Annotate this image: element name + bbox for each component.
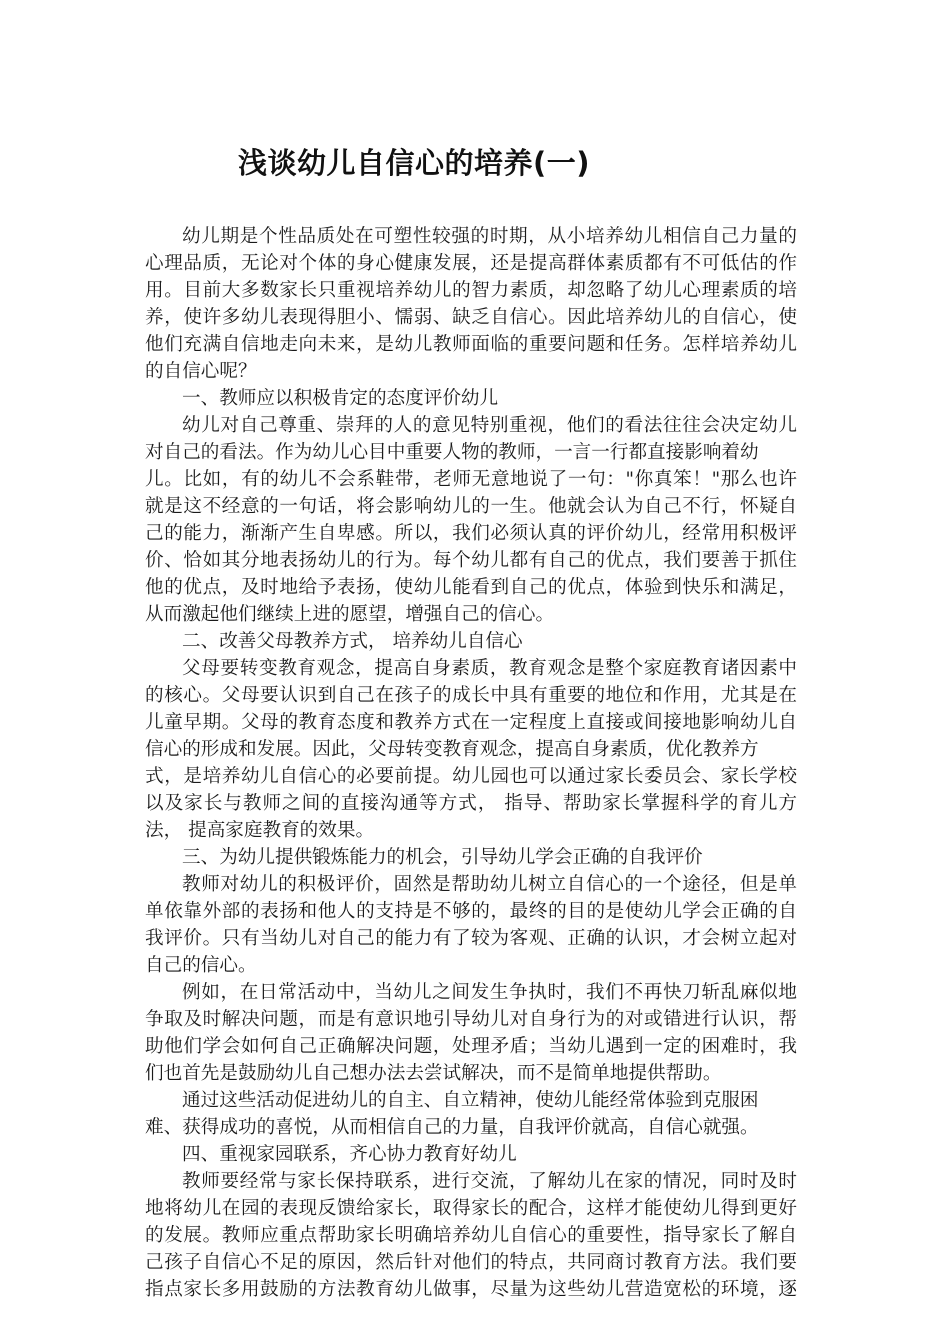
text-line: 儿童早期。父母的教育态度和教养方式在一定程度上直接或间接地影响幼儿自 <box>145 712 797 733</box>
text-line: 一、教师应以积极肯定的态度评价幼儿 <box>182 388 499 409</box>
text-line: 们也首先是鼓励幼儿自己想办法去尝试解决，而不是简单地提供帮助。 <box>145 1063 722 1084</box>
text-line: 例如，在日常活动中，当幼儿之间发生争执时，我们不再快刀斩乱麻似地 <box>182 982 797 1003</box>
text-line: 式，是培养幼儿自信心的必要前提。幼儿园也可以通过家长委员会、家长学校 <box>145 766 797 787</box>
text-line: 的发展。教师应重点帮助家长明确培养幼儿自信心的重要性，指导家长了解自 <box>145 1225 797 1246</box>
text-line: 信心的形成和发展。因此，父母转变教育观念，提高自身素质，优化教养方 <box>145 739 759 760</box>
text-line: 单依靠外部的表扬和他人的支持是不够的，最终的目的是使幼儿学会正确的自 <box>145 901 797 922</box>
text-line: 己的能力，渐渐产生自卑感。所以，我们必须认真的评价幼儿，经常用积极评 <box>145 523 797 544</box>
text-line: 指点家长多用鼓励的方法教育幼儿做事，尽量为这些幼儿营造宽松的环境，逐 <box>145 1279 797 1300</box>
text-line: 用。目前大多数家长只重视培养幼儿的智力素质，却忽略了幼儿心理素质的培 <box>145 280 797 301</box>
document-body <box>145 223 797 1303</box>
text-line: 助他们学会如何自己正确解决问题，处理矛盾；当幼儿遇到一定的困难时，我 <box>145 1036 797 1057</box>
text-line: 自己的信心。 <box>145 955 257 976</box>
text-line: 四、重视家园联系，齐心协力教育好幼儿 <box>182 1144 517 1165</box>
text-line: 的核心。父母要认识到自己在孩子的成长中具有重要的地位和作用，尤其是在 <box>145 685 797 706</box>
text-line: 他们充满自信地走向未来，是幼儿教师面临的重要问题和任务。怎样培养幼儿 <box>145 334 797 355</box>
text-line: 争取及时解决问题，而是有意识地引导幼儿对自身行为的对或错进行认识，帮 <box>145 1009 797 1030</box>
text-line: 我评价。只有当幼儿对自己的能力有了较为客观、正确的认识，才会树立起对 <box>145 928 797 949</box>
text-line: 儿。比如，有的幼儿不会系鞋带，老师无意地说了一句："你真笨！"那么也许 <box>145 469 797 490</box>
text-line: 幼儿期是个性品质处在可塑性较强的时期，从小培养幼儿相信自己力量的 <box>182 226 797 247</box>
text-line: 从而激起他们继续上进的愿望，增强自己的信心。 <box>145 604 555 625</box>
text-line: 三、为幼儿提供锻炼能力的机会，引导幼儿学会正确的自我评价 <box>182 847 703 868</box>
text-line: 的自信心呢？ <box>145 361 257 382</box>
text-line: 难、获得成功的喜悦，从而相信自己的力量，自我评价就高，自信心就强。 <box>145 1117 759 1138</box>
text-line: 父母要转变教育观念，提高自身素质，教育观念是整个家庭教育诸因素中 <box>182 658 797 679</box>
text-line: 心理品质，无论对个体的身心健康发展，还是提高群体素质都有不可低估的作 <box>145 253 797 274</box>
text-line: 己孩子自信心不足的原因，然后针对他们的特点，共同商讨教育方法。我们要 <box>145 1252 797 1273</box>
document-title: 浅谈幼儿自信心的培养(一) <box>238 146 591 180</box>
text-line: 对自己的看法。作为幼儿心目中重要人物的教师，一言一行都直接影响着幼 <box>145 442 759 463</box>
text-line: 他的优点，及时地给予表扬，使幼儿能看到自己的优点，体验到快乐和满足， <box>145 577 797 598</box>
text-line: 幼儿对自己尊重、崇拜的人的意见特别重视，他们的看法往往会决定幼儿 <box>182 415 797 436</box>
text-line: 二、改善父母教养方式， 培养幼儿自信心 <box>182 631 523 652</box>
text-line: 通过这些活动促进幼儿的自主、自立精神，使幼儿能经常体验到克服困 <box>182 1090 759 1111</box>
text-line: 教师要经常与家长保持联系，进行交流，了解幼儿在家的情况，同时及时 <box>182 1171 797 1192</box>
text-line: 法， 提高家庭教育的效果。 <box>145 820 375 841</box>
text-line: 养，使许多幼儿表现得胆小、懦弱、缺乏自信心。因此培养幼儿的自信心，使 <box>145 307 797 328</box>
text-line: 价、恰如其分地表扬幼儿的行为。每个幼儿都有自己的优点，我们要善于抓住 <box>145 550 797 571</box>
text-line: 地将幼儿在园的表现反馈给家长，取得家长的配合，这样才能使幼儿得到更好 <box>145 1198 797 1219</box>
text-line: 教师对幼儿的积极评价，固然是帮助幼儿树立自信心的一个途径，但是单 <box>182 874 797 895</box>
text-line: 以及家长与教师之间的直接沟通等方式， 指导、帮助家长掌握科学的育儿方 <box>145 793 797 814</box>
text-line: 就是这不经意的一句话，将会影响幼儿的一生。他就会认为自己不行，怀疑自 <box>145 496 797 517</box>
